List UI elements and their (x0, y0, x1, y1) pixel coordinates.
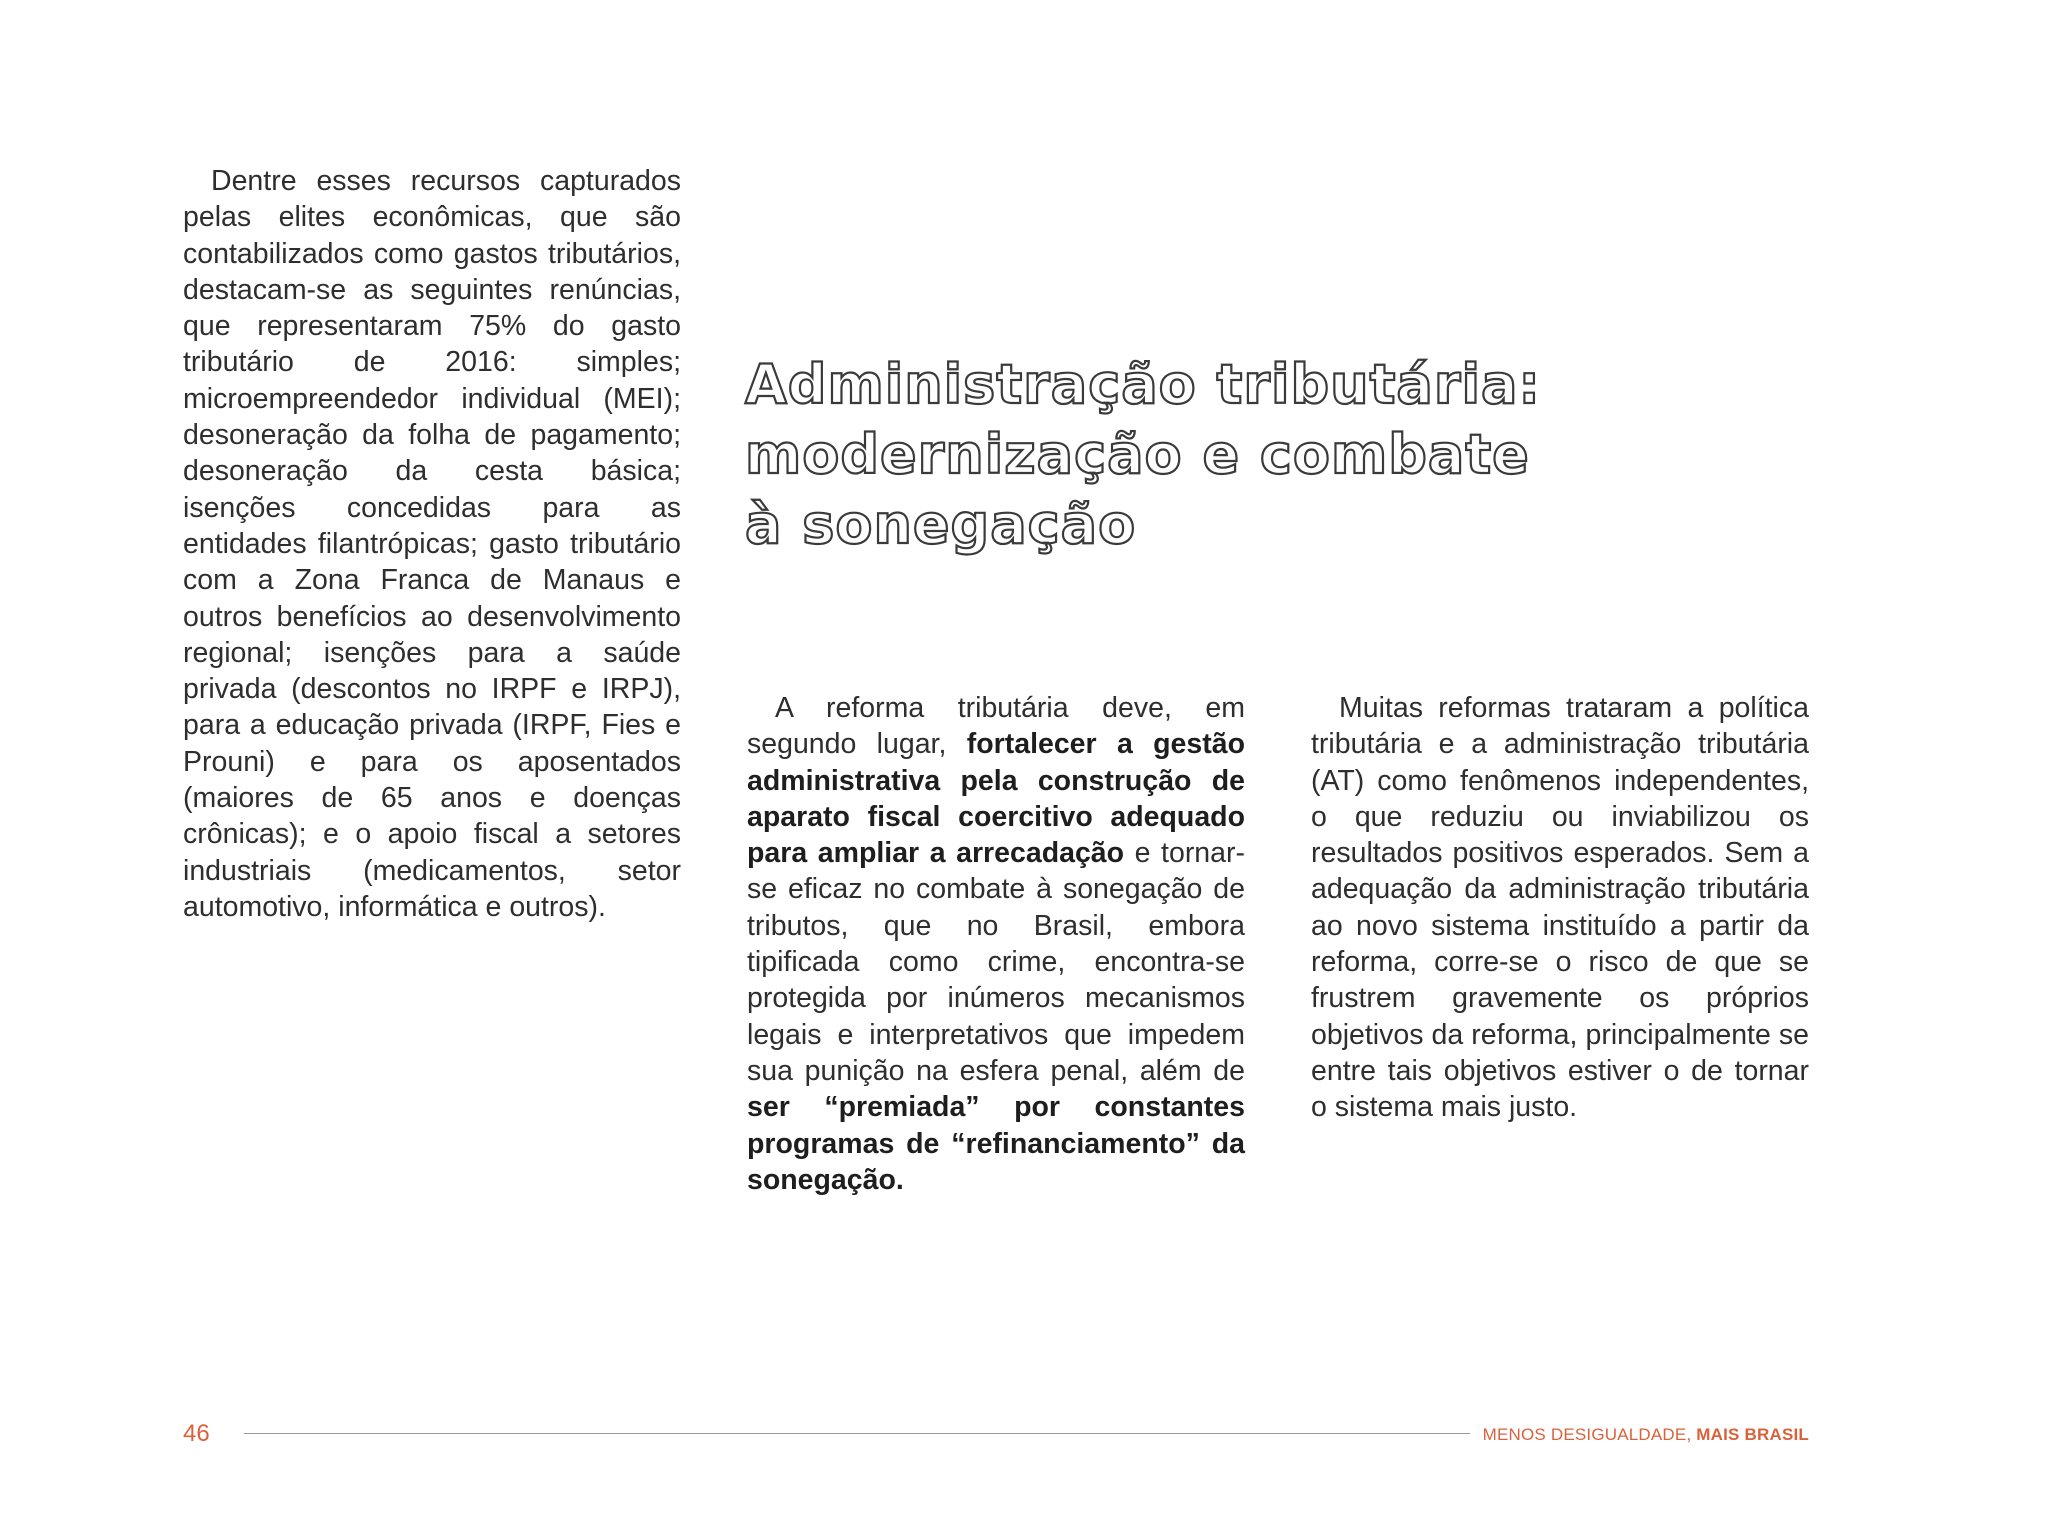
middle-bold-2: ser “premiada” por constantes programas de “refinanciamento” da sonegação. (747, 1091, 1245, 1196)
footer-divider (244, 1433, 1470, 1434)
page-number: 46 (183, 1420, 210, 1447)
section-heading (745, 350, 1645, 560)
right-paragraph: Muitas reformas trataram a política tributária e a administração tributária (AT) como fenômenos independentes, o que reduziu ou inviabilizou os resultados positivos esperados. Sem a adequação da administração tributária ao novo sistema instituído a partir da reforma, corre-se o risco de que se frustrem gravemente os próprios objetivos da reforma, principalmente se entre tais objetivos estiver o de tornar o sistema mais justo. (1311, 692, 1809, 1124)
right-text-column (1311, 690, 1809, 1126)
middle-paragraph (747, 690, 1245, 1198)
middle-bold-1: fortalecer a gestão administrativa pela construção de aparato fiscal coercitivo adequado para ampliar a arrecadação (747, 728, 1245, 870)
middle-text-2: e tornar-se eficaz no combate à sonegação de tributos, que no Brasil, embora tipificada como crime, encontra-se protegida por inúmeros mecanismos legais e interpretativos que impedem sua punição na esfera penal, além de (747, 837, 1245, 1087)
footer-brand (1483, 1422, 1809, 1448)
footer-brand-regular: MENOS DESIGUALDADE, (1482, 1425, 1697, 1444)
left-text-column (183, 163, 681, 925)
section-heading-line-2: modernização e combate (745, 423, 1530, 486)
middle-text-1: A reforma tributária deve, em segundo lugar, (747, 692, 1245, 761)
section-heading-line-3: à sonegação (745, 493, 1137, 556)
middle-text-column (747, 690, 1245, 1198)
section-heading-line-1: Administração tributária: (745, 353, 1542, 416)
footer-brand-bold: MAIS BRASIL (1696, 1425, 1809, 1444)
left-paragraph: Dentre esses recursos capturados pelas elites econômicas, que são contabilizados como gastos tributários, destacam-se as seguintes renúncias, que representaram 75% do gasto tributário de 2016: simples; microempreendedor individual (MEI); desoneração da folha de pagamento; desoneração da cesta básica; isenções concedidas para as entidades filantrópicas; gasto tributário com a Zona Franca de Manaus e outros benefícios ao desenvolvimento regional; isenções para a saúde privada (descontos no IRPF e IRPJ), para a educação privada (IRPF, Fies e Prouni) e para os aposentados (maiores de 65 anos e doenças crônicas); e o apoio fiscal a setores industriais (medicamentos, setor automotivo, informática e outros). (183, 165, 681, 923)
